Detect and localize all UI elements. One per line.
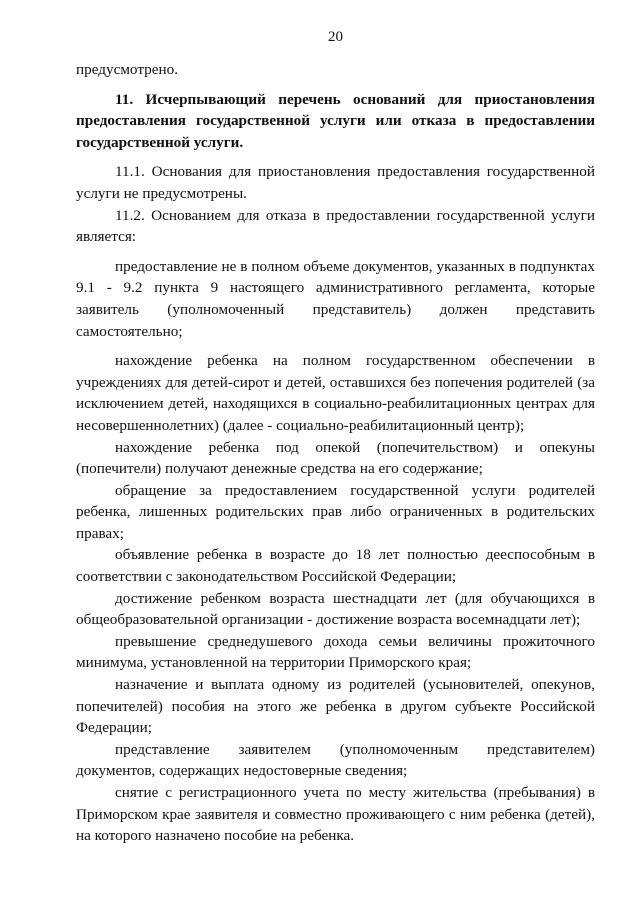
refusal-reason-age: достижение ребенком возраста шестнадцати лет (для обучающихся в общеобразовательной организации - достижение возраста восемнадцати лет); [76,589,595,629]
refusal-reason-state-care: нахождение ребенка на полном государственном обеспечении в учреждениях для детей-сирот и детей, оставшихся без попечения родителей (за исключением детей, находящихся в социально-реабилитационных центрах для несовершеннолетних) (далее - социально-реабилитационный центр); [76,352,595,434]
paragraph-continuation: предусмотрено. [76,61,179,78]
refusal-reason-guardianship: нахождение ребенка под опекой (попечительством) и опекуны (попечители) получают денежные средства на его содержание; [76,438,595,478]
refusal-reason-deregistration: снятие с регистрационного учета по месту жительства (пребывания) в Приморском крае заявителя и совместно проживающего с ним ребенка (детей), на которого назначено пособие на ребенка. [76,784,595,845]
paragraph-11-1: 11.1. Основания для приостановления предоставления государственной услуги не предусмотрены. [76,163,595,202]
page-number: 20 [328,29,343,45]
refusal-reason-false-info: представление заявителем (уполномоченным представителем) документов, содержащих недостоверные сведения; [76,740,595,780]
paragraph-11-2: 11.2. Основанием для отказа в предоставлении государственной услуги является: [76,206,595,246]
refusal-reason-income: превышение среднедушевого дохода семьи величины прожиточного минимума, установленной на территории Приморского края; [76,632,595,672]
refusal-reason-other-region: назначение и выплата одному из родителей (усыновителей, опекунов, попечителей) пособия на этого же ребенка в другом субъекте Российской Федерации; [76,676,595,737]
refusal-reason-emancipation: объявление ребенка в возрасте до 18 лет полностью дееспособным в соответствии с законодательством Российской Федерации; [76,546,595,586]
section-heading: 11. Исчерпывающий перечень оснований для приостановления предоставления государственной услуги или отказа в предоставлении государственной услуги. [76,90,595,151]
refusal-reason-parental-rights: обращение за предоставлением государственной услуги родителей ребенка, лишенных родительских прав либо ограниченных в родительских правах; [76,481,595,542]
refusal-reason-documents: предоставление не в полном объеме документов, указанных в подпунктах 9.1 - 9.2 пункта 9 настоящего административного регламента, которые заявитель (уполномоченный представитель) должен представить самостоятельно; [76,257,595,340]
document-body [76,59,595,847]
